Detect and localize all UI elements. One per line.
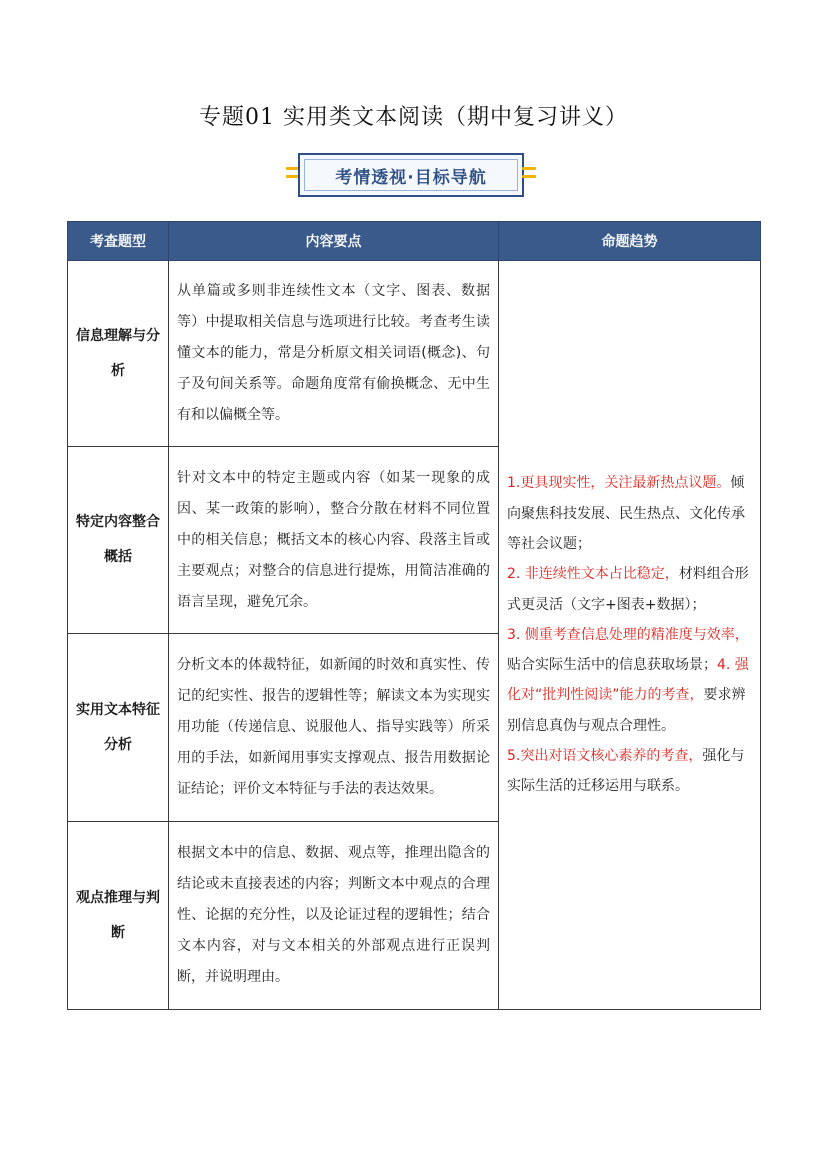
content-points-cell: 分析文本的体裁特征，如新闻的时效和真实性、传记的纪实性、报告的逻辑性等；解读文本为实现实用功能（传递信息、说服他人、指导实践等）所采用的手法，如新闻用事实支撑观点、报告用数据论证结论；评价文本特征与手法的表达效果。 <box>169 634 499 822</box>
banner-box <box>298 153 524 197</box>
trend-point-1-highlight: 1.更具现实性，关注最新热点议题。 <box>507 475 731 492</box>
question-type-cell: 观点推理与判断 <box>68 822 169 1010</box>
trend-point-3-highlight: 3. 侧重考查信息处理的精准度与效率， <box>507 626 749 643</box>
trend-cell <box>499 261 761 1010</box>
content-points-cell: 从单篇或多则非连续性文本（文字、图表、数据等）中提取相关信息与选项进行比较。考查考生读懂文本的能力，常是分析原文相关词语(概念)、句子及句间关系等。命题角度常有偷换概念、无中生有和以偏概全等。 <box>169 261 499 447</box>
table-header-row <box>68 222 761 261</box>
section-banner <box>286 153 536 199</box>
banner-right-decoration <box>522 167 536 183</box>
column-header-content: 内容要点 <box>169 222 499 261</box>
column-header-type: 考查题型 <box>68 222 169 261</box>
banner-label: 考情透视·目标导航 <box>335 167 487 188</box>
trend-point-5-highlight: 5.突出对语文核心素养的考查， <box>507 748 703 765</box>
exam-overview-table <box>67 221 761 1010</box>
trend-point-5-text: 强化与实际生活的迁移运用与联系。 <box>507 748 745 795</box>
trend-point-1-text: 倾向聚焦科技发展、民生热点、文化传承等社会议题； <box>507 475 745 552</box>
content-points-cell: 根据文本中的信息、数据、观点等，推理出隐含的结论或未直接表述的内容；判断文本中观点的合理性、论据的充分性，以及论证过程的逻辑性；结合文本内容，对与文本相关的外部观点进行正误判断，并说明理由。 <box>169 822 499 1010</box>
page-title: 专题01 实用类文本阅读（期中复习讲义） <box>199 105 628 130</box>
trend-point-4-highlight: 4. 强化对“批判性阅读”能力的考查， <box>507 657 749 704</box>
trend-point-2-text: 材料组合形式更灵活（文字+图表+数据）； <box>507 566 749 613</box>
trend-point-2-highlight: 2. 非连续性文本占比稳定， <box>507 566 679 583</box>
question-type-cell: 信息理解与分析 <box>68 261 169 447</box>
table-row <box>68 261 761 447</box>
question-type-cell: 实用文本特征分析 <box>68 634 169 822</box>
question-type-cell: 特定内容整合概括 <box>68 447 169 634</box>
content-points-cell: 针对文本中的特定主题或内容（如某一现象的成因、某一政策的影响），整合分散在材料不同位置中的相关信息；概括文本的核心内容、段落主旨或主要观点；对整合的信息进行提炼，用简洁准确的语言呈现，避免冗余。 <box>169 447 499 634</box>
column-header-trend: 命题趋势 <box>499 222 761 261</box>
banner-inner-border <box>304 159 518 191</box>
trend-point-3-text: 贴合实际生活中的信息获取场景； <box>507 657 717 674</box>
trend-point-4-text: 要求辨别信息真伪与观点合理性。 <box>507 687 746 734</box>
